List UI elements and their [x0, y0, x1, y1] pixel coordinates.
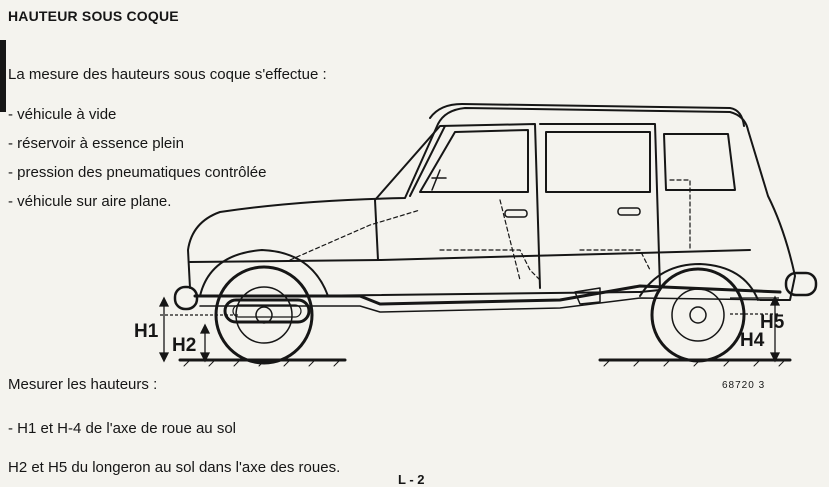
condition-item: - réservoir à essence plein — [8, 135, 184, 152]
rear-bumper — [786, 273, 816, 295]
car-body-outline — [188, 108, 795, 300]
condition-item: - véhicule sur aire plane. — [8, 193, 172, 210]
intro-text: La mesure des hauteurs sous coque s'effectue : — [8, 66, 327, 83]
measure-line: - H1 et H-4 de l'axe de roue au sol — [8, 420, 236, 437]
rear-window — [546, 132, 650, 192]
measure-line: H2 et H5 du longeron au sol dans l'axe des roues. — [8, 459, 341, 476]
front-bumper — [175, 287, 197, 309]
front-wheel-arch — [200, 250, 328, 296]
measure-title: Mesurer les hauteurs : — [8, 376, 158, 393]
condition-item: - véhicule à vide — [8, 106, 117, 123]
front-window — [420, 130, 528, 192]
figure-reference: 68720 3 — [722, 380, 766, 391]
quarter-window — [664, 134, 735, 190]
condition-item: - pression des pneumatiques contrôlée — [8, 164, 267, 181]
rear-door — [540, 124, 660, 288]
h1-label: H1 — [134, 321, 159, 342]
h4-label: H4 — [740, 330, 765, 351]
page-title: HAUTEUR SOUS COQUE — [8, 8, 179, 24]
front-suspension — [225, 300, 309, 322]
windshield — [410, 126, 445, 196]
h2-label: H2 — [172, 335, 197, 356]
page-number: L - 2 — [398, 472, 425, 487]
rear-wheel — [652, 269, 744, 361]
hidden-lines — [290, 180, 690, 280]
h5-label: H5 — [760, 312, 785, 333]
